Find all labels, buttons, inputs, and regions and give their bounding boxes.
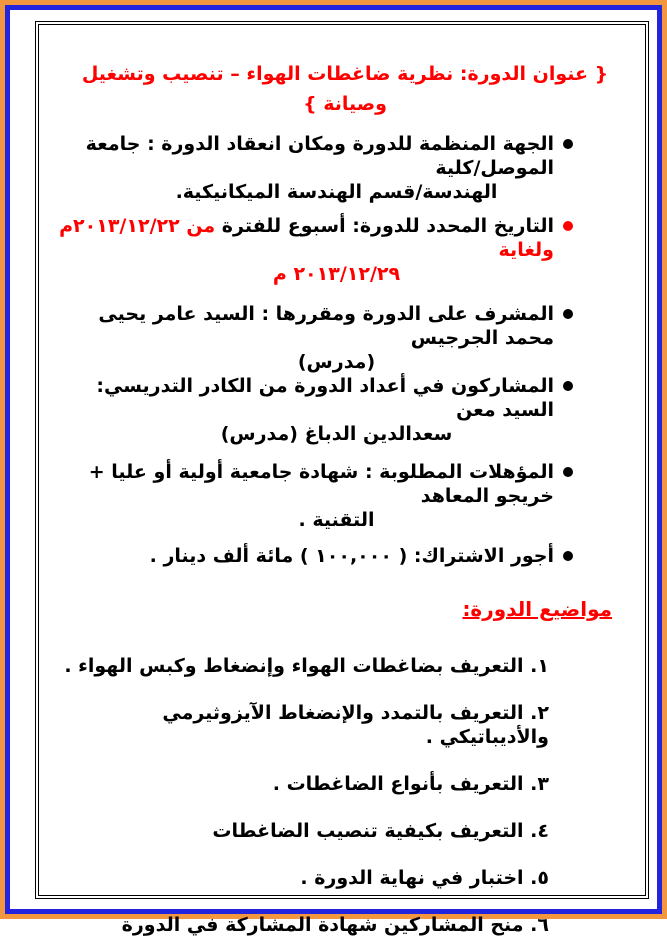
detail-item-6 [59,544,621,568]
course-details-list [59,132,621,568]
bullet-icon [563,467,573,477]
course-title: { عنوان الدورة: نظرية ضاغطات الهواء – تنصيب وتشغيل وصيانة } [81,63,609,115]
detail-line [59,374,554,422]
text-segment: الهندسة/قسم الهندسة الميكانيكية. [175,181,498,203]
detail-line [59,180,554,204]
bullet-icon [563,381,573,391]
detail-item-5 [59,460,621,532]
topics-section-heading: مواضيع الدورة: [462,597,612,621]
detail-item-4 [59,374,621,446]
text-segment: التاريخ المحدد للدورة: أسبوع للفترة [215,215,554,237]
detail-line [59,132,554,180]
detail-item-3 [59,302,621,374]
topic-item-4: ٤. التعريف بكيفية تنصيب الضاغطات [212,820,549,842]
detail-line [59,460,554,508]
detail-line [59,302,554,350]
text-segment: المشاركون في أعداد الدورة من الكادر التدريسي: السيد معن [96,375,554,421]
text-segment: الجهة المنظمة للدورة ومكان انعقاد الدورة : جامعة الموصل/كلية [85,133,554,179]
topics-numbered-list [59,654,621,937]
text-segment: المؤهلات المطلوبة : شهادة جامعية أولية أو عليا + خريجو المعاهد [88,461,554,507]
topic-item-6: ٦. منح المشاركين شهادة المشاركة في الدورة [121,914,549,936]
text-segment: أجور الاشتراك: ( ١٠٠,٠٠٠ ) مائة ألف دينار . [149,545,554,567]
topic-item-3: ٣. التعريف بأنواع الضاغطات . [272,773,549,795]
detail-line [59,422,554,446]
bullet-icon [563,551,573,561]
text-segment: (مدرس) [297,351,376,373]
topic-item-2: ٢. التعريف بالتمدد والإنضغاط الآيزوثيرمي والأديباتيكي . [162,702,549,748]
detail-line [59,350,554,374]
text-segment: ٢٠١٣/١٢/٢٩ م [272,263,401,285]
detail-line [59,508,554,532]
text-segment: التقنية . [298,509,375,531]
detail-line [59,214,554,262]
document-content [39,25,645,937]
detail-line [59,544,554,568]
topic-item-1: ١. التعريف بضاغطات الهواء وإنضغاط وكبس الهواء . [64,655,549,677]
text-segment: سعدالدين الدباغ (مدرس) [220,423,453,445]
detail-item-2 [59,214,621,286]
text-segment: المشرف على الدورة ومقررها : السيد عامر يحيى محمد الجرجيس [98,303,554,349]
topic-item-5: ٥. اختبار في نهاية الدورة . [300,867,549,889]
bullet-icon [563,221,573,231]
document-border-box [35,21,649,936]
detail-item-1 [59,132,621,204]
text-segment: من ٢٠١٣/١٢/٢٢م ولغاية [59,215,554,261]
page-margin [10,10,657,936]
detail-line [59,262,554,286]
page-frame-blue [5,5,662,936]
bullet-icon [563,309,573,319]
bullet-icon [563,139,573,149]
